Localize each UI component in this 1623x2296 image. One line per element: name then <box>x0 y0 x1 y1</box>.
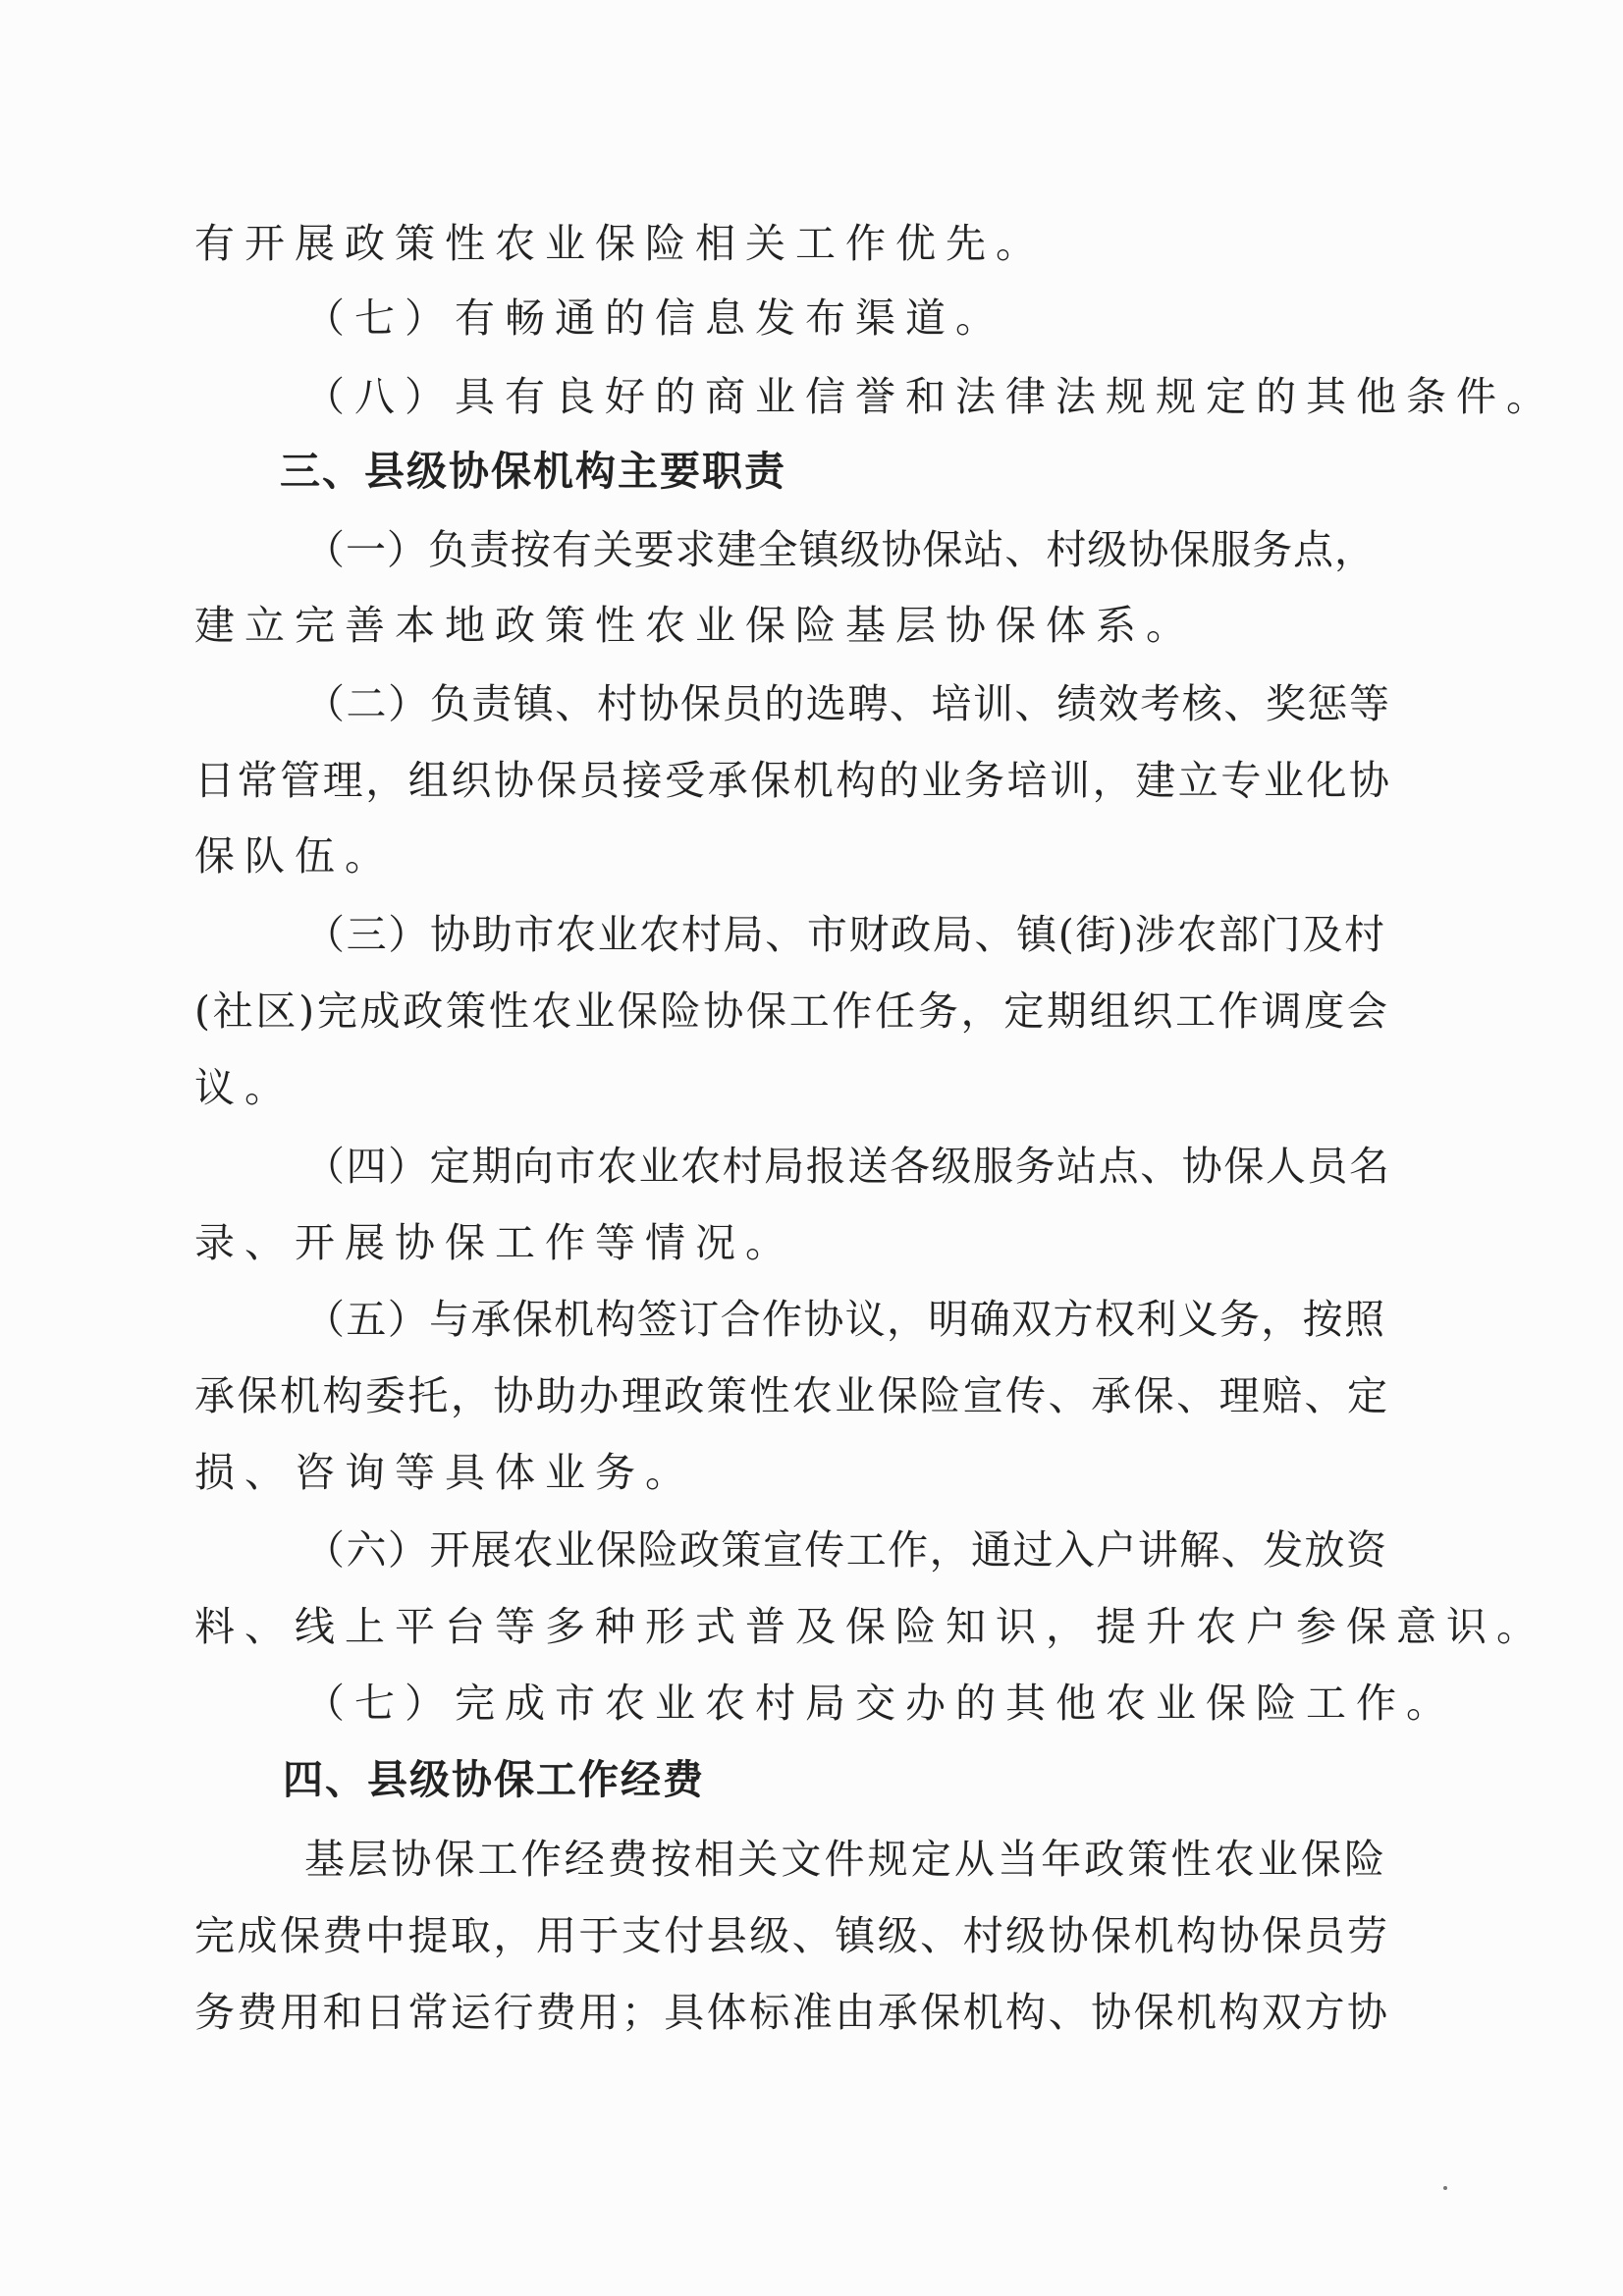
scan-speck <box>1443 2186 1447 2190</box>
text-line: （六）开展农业保险政策宣传工作，通过入户讲解、发放资 <box>304 1526 1386 1574</box>
section-heading: 四、县级协保工作经费 <box>283 1756 705 1803</box>
text-line: （八）具有良好的商业信誉和法律法规规定的其他条件。 <box>304 373 1556 420</box>
text-line: 建立完善本地政策性农业保险基层协保体系。 <box>194 602 1196 649</box>
text-line: 录、开展协保工作等情况。 <box>194 1219 795 1266</box>
text-line: （四）定期向市农业农村局报送各级服务站点、协保人员名 <box>304 1143 1389 1190</box>
text-line: （二）负责镇、村协保员的选聘、培训、绩效考核、奖惩等 <box>304 680 1389 727</box>
text-line: （一）负责按有关要求建全镇级协保站、村级协保服务点， <box>304 526 1375 573</box>
text-line: 日常管理，组织协保员接受承保机构的业务培训，建立专业化协 <box>194 757 1389 804</box>
text-line: 损、咨询等具体业务。 <box>194 1449 695 1496</box>
text-line: （三）协助市农业农村局、市财政局、镇(街)涉农部门及村 <box>304 911 1384 958</box>
text-line: 基层协保工作经费按相关文件规定从当年政策性农业保险 <box>304 1836 1384 1883</box>
text-line: （七）有畅通的信息发布渠道。 <box>304 294 1005 342</box>
text-line: （五）与承保机构签订合作协议，明确双方权利义务，按照 <box>304 1296 1384 1343</box>
text-line: 料、线上平台等多种形式普及保险知识，提升农户参保意识。 <box>194 1603 1546 1650</box>
text-line: 务费用和日常运行费用；具体标准由承保机构、协保机构双方协 <box>194 1989 1387 2036</box>
text-line: 完成保费中提取，用于支付县级、镇级、村级协保机构协保员劳 <box>194 1912 1387 1959</box>
text-line: 议。 <box>194 1064 295 1111</box>
section-heading: 三、县级协保机构主要职责 <box>280 448 786 495</box>
text-line: 有开展政策性农业保险相关工作优先。 <box>194 220 1046 267</box>
text-line: (社区)完成政策性农业保险协保工作任务，定期组织工作调度会 <box>194 988 1387 1035</box>
text-line: 保队伍。 <box>194 832 395 880</box>
text-line: （七）完成市农业农村局交办的其他农业保险工作。 <box>304 1680 1456 1727</box>
text-line: 承保机构委托，协助办理政策性农业保险宣传、承保、理赔、定 <box>194 1372 1387 1419</box>
